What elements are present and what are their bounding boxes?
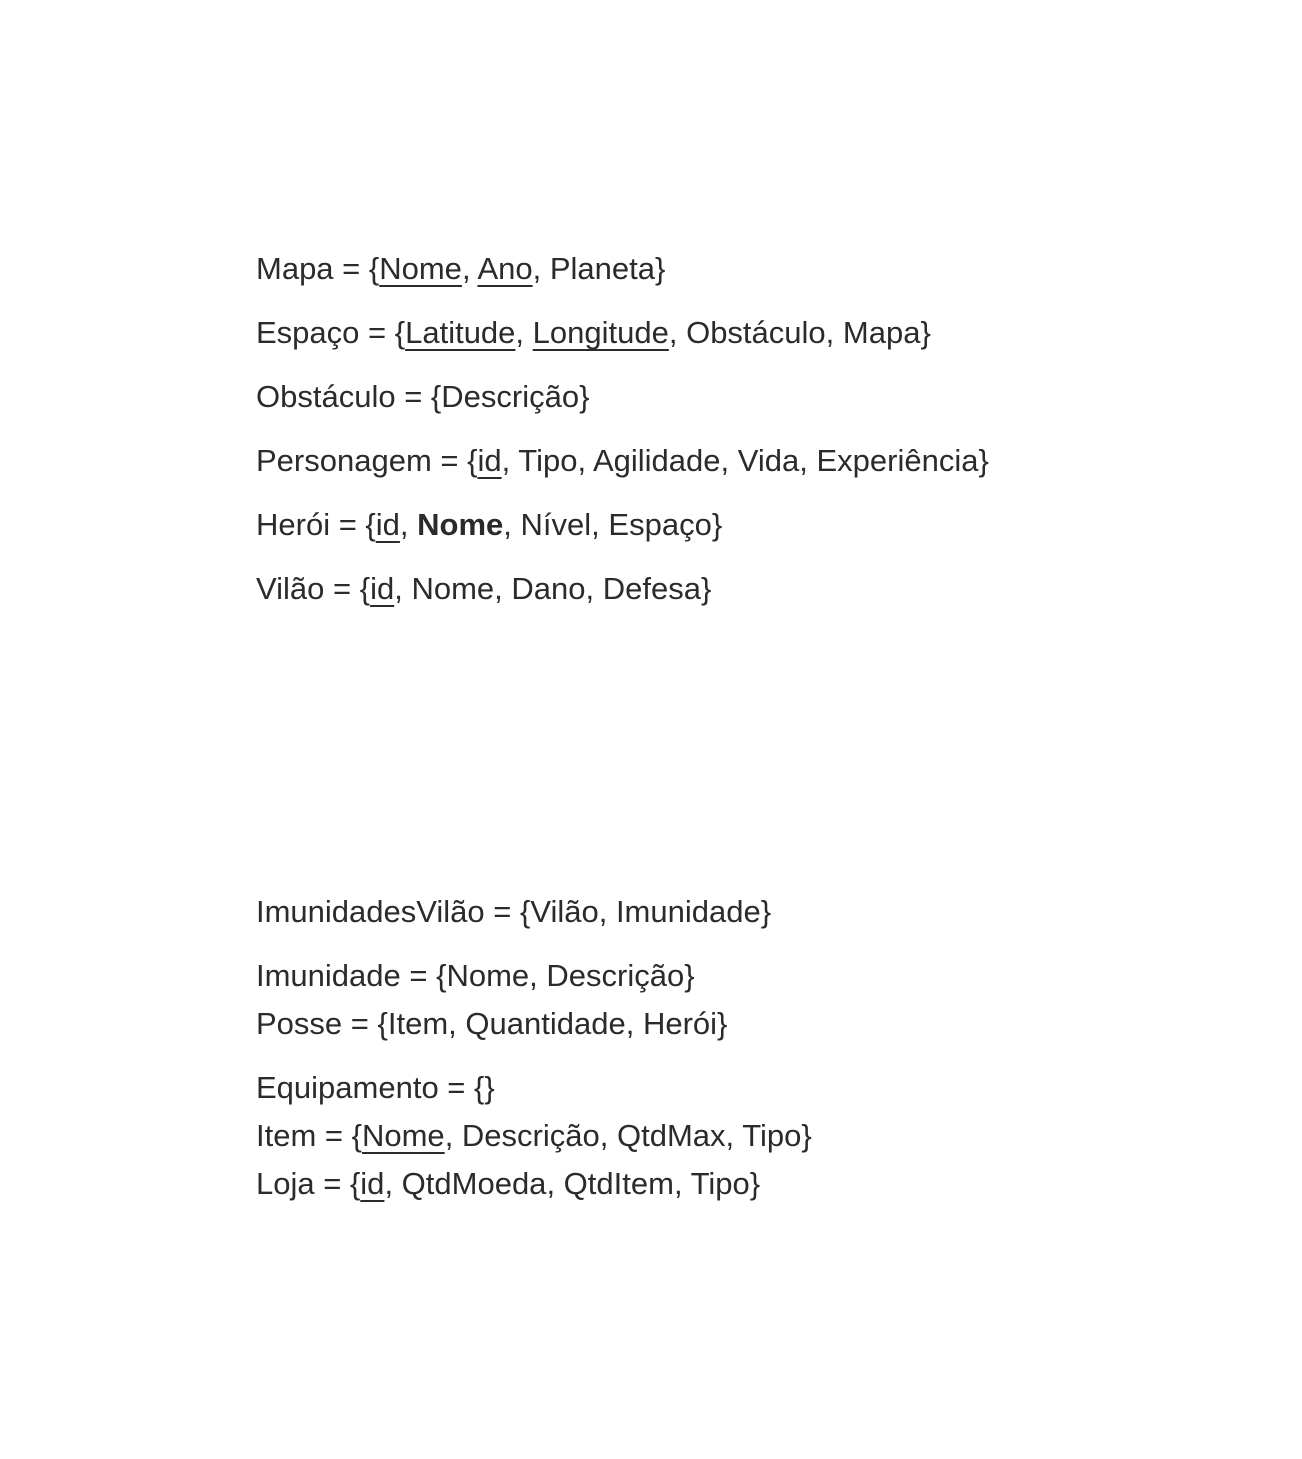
field: Experiência [816,443,979,478]
field: QtdMoeda [401,1166,547,1201]
field: Obstáculo [686,315,826,350]
relation-name: Espaço [256,315,360,350]
field: Nome [446,958,530,993]
field: Descrição [461,1118,600,1153]
relation-name: ImunidadesVilão [256,894,485,929]
relation-name: Item [256,1118,317,1153]
field: Tipo [742,1118,802,1153]
key-field: Ano [477,251,533,286]
field: QtdItem [563,1166,674,1201]
relation-name: Obstáculo [256,379,396,414]
relation-line-vilao: Vilão = {id, Nome, Dano, Defesa} [256,571,712,606]
relation-line-personagem: Personagem = {id, Tipo, Agilidade, Vida, Experiência} [256,443,989,478]
field: Nível [520,507,592,542]
field: Quantidade [465,1006,626,1041]
key-field: Nome [361,1118,445,1153]
key-field: id [370,571,395,606]
key-field: id [360,1166,385,1201]
relation-line-posse: Posse = {Item, Quantidade, Herói} [256,1006,728,1041]
relation-line-imunidadesvilao: ImunidadesVilão = {Vilão, Imunidade} [256,894,772,929]
field: Nome [411,571,495,606]
field: Tipo [518,443,578,478]
relation-line-equipamento: Equipamento = {} [256,1070,495,1105]
relation-line-espaco: Espaço = {Latitude, Longitude, Obstáculo, Mapa} [256,315,931,350]
key-field: id [477,443,502,478]
relation-name: Imunidade [256,958,401,993]
relation-line-obstaculo: Obstáculo = {Descrição} [256,379,590,414]
relation-name: Personagem [256,443,432,478]
relation-name: Equipamento [256,1070,439,1105]
relation-line-loja: Loja = {id, QtdMoeda, QtdItem, Tipo} [256,1166,761,1201]
field: Item [387,1006,449,1041]
field: Defesa [602,571,701,606]
key-field: Longitude [532,315,669,350]
field: Imunidade [615,894,761,929]
field: Planeta [549,251,655,286]
field: Mapa [842,315,921,350]
relation-name: Mapa [256,251,334,286]
bold-field: Nome [417,507,504,542]
field: Descrição [441,379,580,414]
relation-name: Loja [256,1166,315,1201]
relation-line-heroi: Herói = {id, Nome, Nível, Espaço} [256,507,723,542]
field: QtdMax [616,1118,726,1153]
relation-name: Posse [256,1006,343,1041]
field: Dano [511,571,586,606]
field: Tipo [690,1166,750,1201]
key-field: Latitude [405,315,516,350]
field: Descrição [546,958,685,993]
field: Herói [642,1006,718,1041]
key-field: id [375,507,400,542]
field: Espaço [608,507,712,542]
field: Agilidade [592,443,721,478]
key-field: Nome [379,251,462,286]
relation-name: Vilão [256,571,325,606]
field: Vilão [530,894,599,929]
relation-line-item: Item = {Nome, Descrição, QtdMax, Tipo} [256,1118,812,1153]
relation-name: Herói [256,507,331,542]
relation-line-mapa: Mapa = {Nome, Ano, Planeta} [256,251,666,286]
relation-line-imunidade: Imunidade = {Nome, Descrição} [256,958,695,993]
field: Vida [737,443,800,478]
